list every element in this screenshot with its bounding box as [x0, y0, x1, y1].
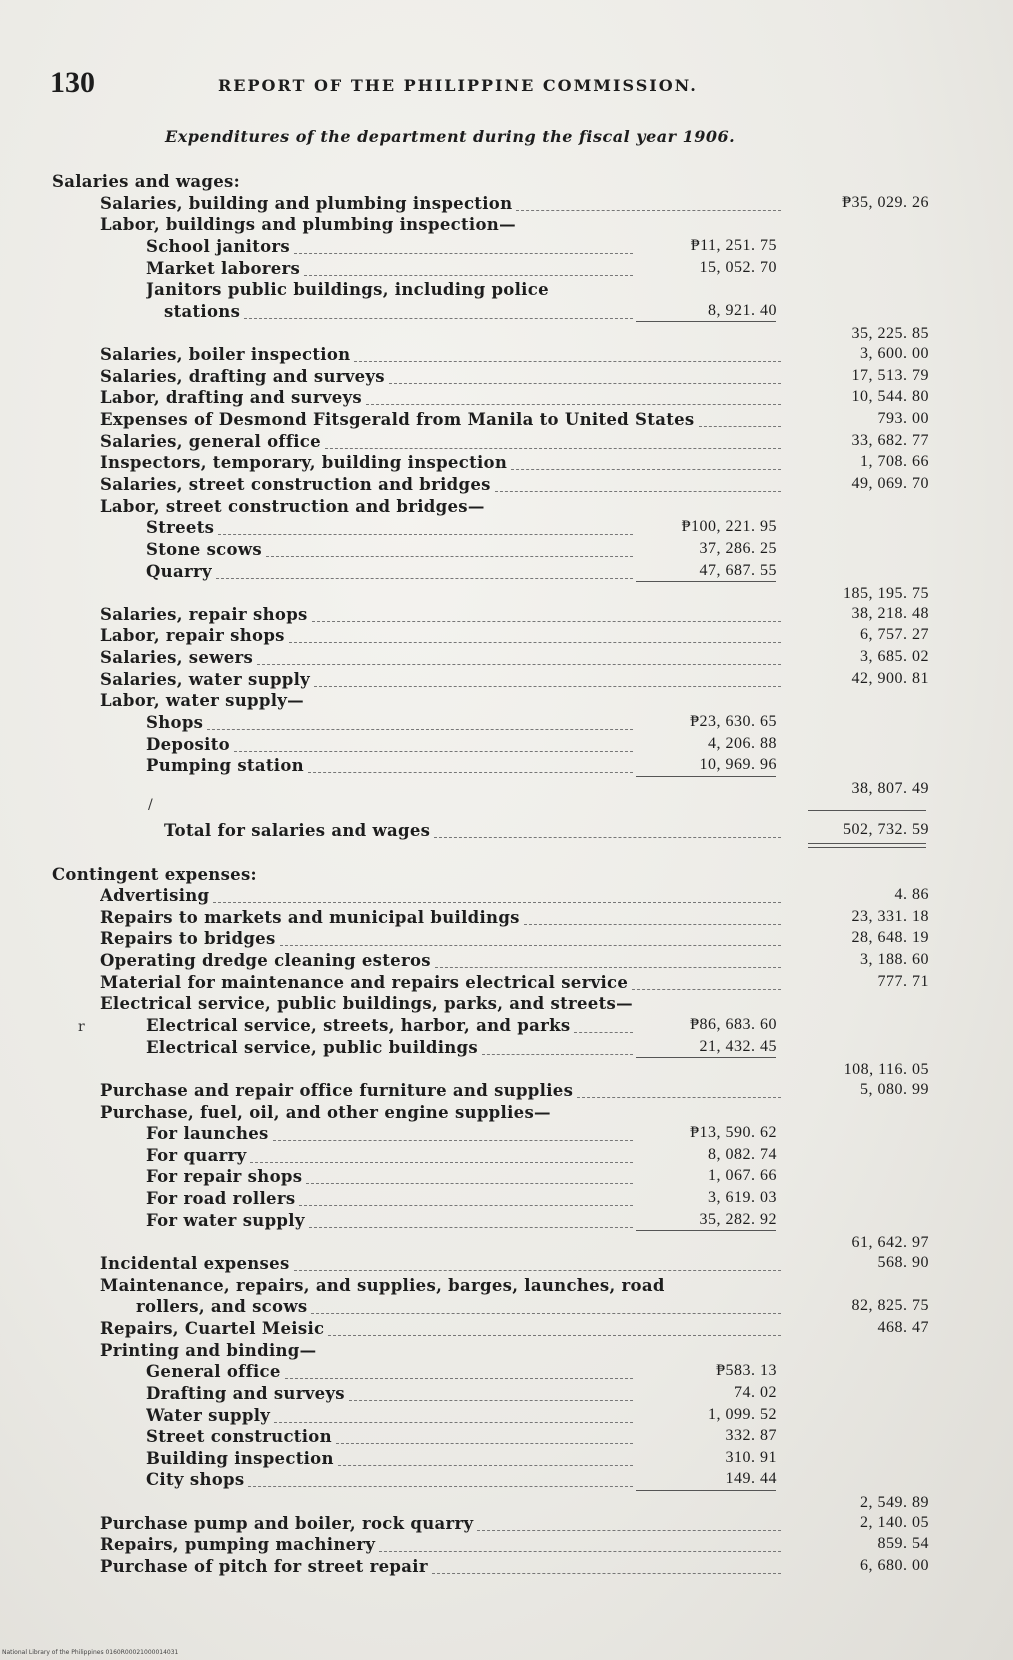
row-label [100, 1081, 781, 1102]
row-label-text: Repairs, Cuartel Meisic [100, 1318, 325, 1338]
amount: 38, 807. 49 [851, 779, 929, 797]
dot-leader [354, 349, 781, 362]
subamount: 1, 067. 66 [708, 1167, 777, 1185]
amount: 38, 218. 48 [851, 604, 929, 622]
table-row [0, 1036, 1013, 1058]
table-row [0, 430, 1013, 452]
row-label [100, 410, 781, 431]
table-row [0, 538, 1013, 560]
subtotal-rule [636, 776, 776, 777]
row-label [146, 1211, 633, 1232]
dot-leader [325, 436, 781, 449]
amount: 468. 47 [877, 1318, 929, 1336]
row-label [100, 691, 304, 712]
table-row [0, 906, 1013, 928]
table-row [0, 1468, 1013, 1490]
row-label [100, 973, 781, 994]
row-label [146, 735, 633, 756]
dot-leader [495, 479, 781, 492]
row-label [146, 1038, 633, 1059]
row-label [146, 1016, 633, 1037]
row-label-text: For quarry [146, 1145, 247, 1165]
dot-leader [516, 198, 781, 211]
row-label-text: For water supply [146, 1210, 305, 1230]
table-row [0, 624, 1013, 646]
row-label-text: Salaries, boiler inspection [100, 345, 351, 365]
row-label [146, 1146, 633, 1167]
subamount: 35, 282. 92 [699, 1210, 777, 1228]
amount: 2, 549. 89 [860, 1494, 929, 1512]
row-label-text: Water supply [146, 1405, 271, 1425]
dot-leader [314, 674, 781, 687]
dot-leader [477, 1518, 781, 1531]
row-label [146, 1167, 633, 1188]
amount: 5, 080. 99 [860, 1080, 929, 1098]
row-label-text: Streets [146, 518, 215, 538]
table-caption: Expenditures of the department during the fiscal year 1906. [165, 127, 736, 146]
row-label [100, 453, 781, 474]
amount: 502, 732. 59 [843, 821, 929, 839]
row-label-text: stations [164, 301, 241, 321]
dot-leader [244, 306, 633, 319]
row-label-text: For road rollers [146, 1189, 296, 1209]
dot-leader [294, 241, 633, 254]
row-label-text: Salaries, general office [100, 431, 321, 451]
row-label [100, 388, 781, 409]
table-row [0, 516, 1013, 538]
row-label-text: Electrical service, public buildings [146, 1037, 478, 1057]
amount: 33, 682. 77 [851, 431, 929, 449]
row-label [100, 605, 781, 626]
subtotal-row [0, 1230, 1013, 1252]
subtotal-row [0, 1490, 1013, 1512]
row-label [146, 1189, 633, 1210]
row-label-text: Maintenance, repairs, and supplies, barges, launches, road [100, 1275, 665, 1295]
table-row [0, 1382, 1013, 1404]
table-row [0, 560, 1013, 582]
subamount: ₱100, 221. 95 [681, 518, 777, 536]
row-label-text: Building inspection [146, 1448, 334, 1468]
row-label-text: Janitors public buildings, including police [146, 280, 549, 300]
dot-leader [234, 739, 633, 752]
row-label [146, 1362, 633, 1383]
row-label [146, 259, 633, 280]
table-row [0, 365, 1013, 387]
subamount: 3, 619. 03 [708, 1189, 777, 1207]
row-label [100, 929, 781, 950]
row-label-text: Incidental expenses [100, 1254, 290, 1274]
amount: 17, 513. 79 [851, 366, 929, 384]
row-label-text: For launches [146, 1124, 269, 1144]
row-label-text: Electrical service, streets, harbor, and parks [146, 1015, 571, 1035]
dot-leader [338, 1453, 633, 1466]
amount: 1, 708. 66 [860, 453, 929, 471]
dot-leader [306, 1171, 633, 1184]
table-row [0, 1512, 1013, 1534]
row-label-text: Inspectors, temporary, building inspection [100, 453, 508, 473]
stray-mark: r [78, 1019, 85, 1035]
subamount: 4, 206. 88 [708, 734, 777, 752]
row-label [100, 1276, 665, 1297]
dot-leader [349, 1388, 633, 1401]
row-label-text: Salaries, drafting and surveys [100, 366, 385, 386]
row-label [100, 994, 633, 1015]
row-label [100, 345, 781, 366]
row-label [100, 367, 781, 388]
subtotal-row [0, 776, 1013, 798]
row-label [100, 194, 781, 215]
subamount: ₱13, 590. 62 [690, 1124, 777, 1142]
amount: 2, 140. 05 [860, 1513, 929, 1531]
table-row [0, 603, 1013, 625]
amount: 28, 648. 19 [851, 929, 929, 947]
dot-leader [289, 630, 781, 643]
subtotal-rule [636, 1230, 776, 1231]
row-label-text: Salaries and wages: [52, 172, 241, 191]
table-row [0, 689, 1013, 711]
amount: 42, 900. 81 [851, 669, 929, 687]
table-row [0, 192, 1013, 214]
row-label [146, 1449, 633, 1470]
table-row [0, 451, 1013, 473]
dot-leader [294, 1258, 781, 1271]
row-label [146, 518, 633, 539]
amount: 35, 225. 85 [851, 325, 929, 343]
row-label [146, 1124, 633, 1145]
subtotal-rule [636, 581, 776, 582]
subamount: 1, 099. 52 [708, 1405, 777, 1423]
subtotal-row [0, 1057, 1013, 1079]
row-label-text: Stone scows [146, 539, 262, 559]
row-label [164, 302, 633, 323]
dot-leader [366, 392, 781, 405]
row-label-text: Electrical service, public buildings, parks, and streets— [100, 994, 633, 1014]
row-label [100, 1514, 781, 1535]
table-row [0, 170, 1013, 192]
subtotal-rule [636, 321, 776, 322]
table-row [0, 1447, 1013, 1469]
dot-leader [699, 414, 782, 427]
row-label-text: School janitors [146, 236, 291, 256]
dot-leader [250, 1150, 633, 1163]
table-row [0, 1339, 1013, 1361]
row-label [100, 1535, 781, 1556]
row-label [100, 1319, 781, 1340]
total-rule [808, 810, 926, 811]
subamount: 310. 91 [725, 1448, 777, 1466]
dot-leader [336, 1431, 633, 1444]
table-row [0, 863, 1013, 885]
row-label-text: Salaries, water supply [100, 669, 311, 689]
row-label-text: Purchase pump and boiler, rock quarry [100, 1513, 474, 1533]
row-label [100, 1103, 551, 1124]
row-label [100, 475, 781, 496]
row-label-text: Labor, street construction and bridges— [100, 496, 485, 516]
amount: 568. 90 [877, 1254, 929, 1272]
row-label [146, 280, 549, 301]
amount: 82, 825. 75 [851, 1297, 929, 1315]
amount: 3, 188. 60 [860, 951, 929, 969]
subamount: ₱583. 13 [716, 1362, 777, 1380]
row-label [100, 1341, 316, 1362]
amount: 3, 600. 00 [860, 345, 929, 363]
row-label-text: General office [146, 1362, 281, 1382]
row-label-text: Pumping station [146, 756, 304, 776]
table-row [0, 1555, 1013, 1577]
table-row [0, 927, 1013, 949]
amount: 61, 642. 97 [851, 1234, 929, 1252]
row-label [146, 1384, 633, 1405]
amount: 6, 757. 27 [860, 626, 929, 644]
amount: 777. 71 [877, 972, 929, 990]
row-label [146, 1470, 633, 1491]
page-number: 130 [50, 66, 95, 99]
amount: 859. 54 [877, 1535, 929, 1553]
dot-leader [389, 371, 781, 384]
table-row [0, 495, 1013, 517]
row-label-text: Printing and binding— [100, 1340, 317, 1360]
dot-leader [328, 1323, 781, 1336]
table-row [0, 1122, 1013, 1144]
row-label-text: Salaries, repair shops [100, 604, 308, 624]
table-row [0, 235, 1013, 257]
table-row [0, 949, 1013, 971]
row-label-text: Labor, buildings and plumbing inspection— [100, 215, 516, 235]
row-label [146, 756, 633, 777]
row-label [52, 172, 240, 193]
subamount: 149. 44 [725, 1470, 777, 1488]
row-label [100, 886, 781, 907]
row-label [100, 648, 781, 669]
row-label [146, 237, 633, 258]
expenditure-table [0, 170, 1013, 1577]
subamount: ₱11, 251. 75 [690, 236, 777, 254]
table-row [0, 1425, 1013, 1447]
row-label-text: Market laborers [146, 258, 301, 278]
subamount: 10, 969. 96 [699, 756, 777, 774]
row-label-text: Salaries, street construction and bridges [100, 474, 491, 494]
row-label-text: Total for salaries and wages [164, 821, 431, 841]
dot-leader [435, 955, 781, 968]
row-label-text: Advertising [100, 886, 210, 906]
stray-mark: / [148, 797, 153, 813]
dot-leader [273, 1128, 633, 1141]
subtotal-rule [636, 1490, 776, 1491]
table-row [0, 733, 1013, 755]
row-label-text: Purchase and repair office furniture and supplies [100, 1080, 574, 1100]
running-head: REPORT OF THE PHILIPPINE COMMISSION. [218, 76, 698, 95]
row-label-text: Labor, drafting and surveys [100, 388, 363, 408]
dot-leader [274, 1410, 633, 1423]
dot-leader [304, 263, 633, 276]
table-row [0, 300, 1013, 322]
amount: 185, 195. 75 [843, 585, 929, 603]
table-row [0, 884, 1013, 906]
amount: 3, 685. 02 [860, 648, 929, 666]
table-row [0, 386, 1013, 408]
table-row [0, 278, 1013, 300]
dot-leader [280, 933, 781, 946]
dot-leader [524, 912, 781, 925]
row-label-text: Purchase of pitch for street repair [100, 1557, 428, 1576]
dot-leader [511, 457, 781, 470]
row-label [52, 865, 257, 886]
dot-leader [308, 760, 633, 773]
row-label [100, 908, 781, 929]
subamount: ₱86, 683. 60 [690, 1015, 777, 1033]
dot-leader [218, 522, 633, 535]
subamount: 8, 921. 40 [708, 301, 777, 319]
row-label-text: Repairs to markets and municipal buildings [100, 907, 520, 927]
row-label-text: Purchase, fuel, oil, and other engine supplies— [100, 1102, 551, 1122]
amount: 10, 544. 80 [851, 388, 929, 406]
double-rule [808, 843, 926, 848]
row-label [100, 951, 781, 972]
table-row [0, 1295, 1013, 1317]
table-row [0, 473, 1013, 495]
row-label-text: City shops [146, 1470, 245, 1490]
dot-leader [216, 566, 633, 579]
amount: 6, 680. 00 [860, 1557, 929, 1574]
row-label-text: Labor, water supply— [100, 691, 304, 711]
row-label-text: Repairs to bridges [100, 929, 276, 949]
table-row [0, 1317, 1013, 1339]
row-label [136, 1297, 781, 1318]
row-label-text: Material for maintenance and repairs electrical service [100, 972, 629, 992]
table-row [0, 1187, 1013, 1209]
table-row [0, 257, 1013, 279]
row-label-text: Quarry [146, 561, 212, 581]
table-row [0, 754, 1013, 776]
subamount: 332. 87 [725, 1427, 777, 1445]
dot-leader [266, 544, 633, 557]
amount: 23, 331. 18 [851, 907, 929, 925]
subamount: 74. 02 [734, 1383, 777, 1401]
dot-leader [434, 825, 781, 838]
row-label [100, 215, 516, 236]
dot-leader [379, 1539, 781, 1552]
dot-leader [213, 890, 781, 903]
row-label [146, 562, 633, 583]
dot-leader [574, 1020, 633, 1033]
subamount: 21, 432. 45 [699, 1037, 777, 1055]
dot-leader [482, 1042, 633, 1055]
dot-leader [285, 1366, 633, 1379]
row-label-text: Salaries, sewers [100, 648, 254, 668]
row-label [100, 1254, 781, 1275]
table-row [0, 343, 1013, 365]
row-label-text: For repair shops [146, 1167, 303, 1187]
subtotal-row [0, 321, 1013, 343]
table-row [0, 1014, 1013, 1036]
table-row [0, 1360, 1013, 1382]
table-row [0, 1209, 1013, 1231]
scan-footer: National Library of the Philippines 0160R00021000014031 [2, 1649, 179, 1656]
row-label-text: Shops [146, 713, 204, 733]
row-label-text: Repairs, pumping machinery [100, 1535, 376, 1555]
dot-leader [257, 652, 781, 665]
row-label-text: rollers, and scows [136, 1297, 308, 1317]
table-row [0, 1144, 1013, 1166]
table-row [0, 668, 1013, 690]
row-label-text: Salaries, building and plumbing inspection [100, 193, 513, 213]
dot-leader [299, 1193, 633, 1206]
table-row [0, 1404, 1013, 1426]
subamount: ₱23, 630. 65 [690, 713, 777, 731]
subamount: 37, 286. 25 [699, 539, 777, 557]
row-label-text: Deposito [146, 734, 230, 754]
amount: ₱35, 029. 26 [842, 193, 929, 211]
dot-leader [309, 1215, 633, 1228]
row-label [100, 626, 781, 647]
dot-leader [632, 977, 781, 990]
table-row [0, 1252, 1013, 1274]
amount: 108, 116. 05 [843, 1061, 929, 1079]
table-row [0, 1533, 1013, 1555]
table-row [0, 213, 1013, 235]
table-row [0, 992, 1013, 1014]
subamount: 47, 687. 55 [699, 561, 777, 579]
table-row [0, 711, 1013, 733]
amount: 4. 86 [894, 886, 929, 904]
table-row [0, 1079, 1013, 1101]
row-label-text: Street construction [146, 1427, 332, 1447]
row-label [100, 497, 485, 518]
subtotal-rule [636, 1057, 776, 1058]
row-label [146, 713, 633, 734]
table-row [0, 408, 1013, 430]
row-label [100, 670, 781, 691]
subamount: 15, 052. 70 [699, 258, 777, 276]
table-row [0, 1165, 1013, 1187]
dot-leader [311, 1301, 781, 1314]
row-label [164, 821, 781, 842]
table-row [0, 1101, 1013, 1123]
dot-leader [577, 1085, 781, 1098]
subtotal-row [0, 581, 1013, 603]
table-row [0, 646, 1013, 668]
amount: 793. 00 [877, 410, 929, 428]
row-label [100, 1557, 781, 1578]
dot-leader [312, 609, 781, 622]
total-row [0, 819, 1013, 841]
row-label-text: Contingent expenses: [52, 864, 257, 884]
row-label-text: Expenses of Desmond Fitsgerald from Manila to United States [100, 410, 695, 430]
amount: 49, 069. 70 [851, 474, 929, 492]
dot-leader [207, 717, 633, 730]
row-label-text: Operating dredge cleaning esteros [100, 951, 431, 971]
dot-leader [432, 1561, 781, 1574]
row-label [146, 1427, 633, 1448]
table-row [0, 841, 1013, 863]
row-label [146, 1406, 633, 1427]
table-row [0, 1274, 1013, 1296]
subamount: 8, 082. 74 [708, 1145, 777, 1163]
row-label-text: Drafting and surveys [146, 1383, 345, 1403]
table-row [0, 971, 1013, 993]
row-label-text: Labor, repair shops [100, 626, 285, 646]
row-label [100, 432, 781, 453]
row-label [146, 540, 633, 561]
dot-leader [248, 1474, 633, 1487]
